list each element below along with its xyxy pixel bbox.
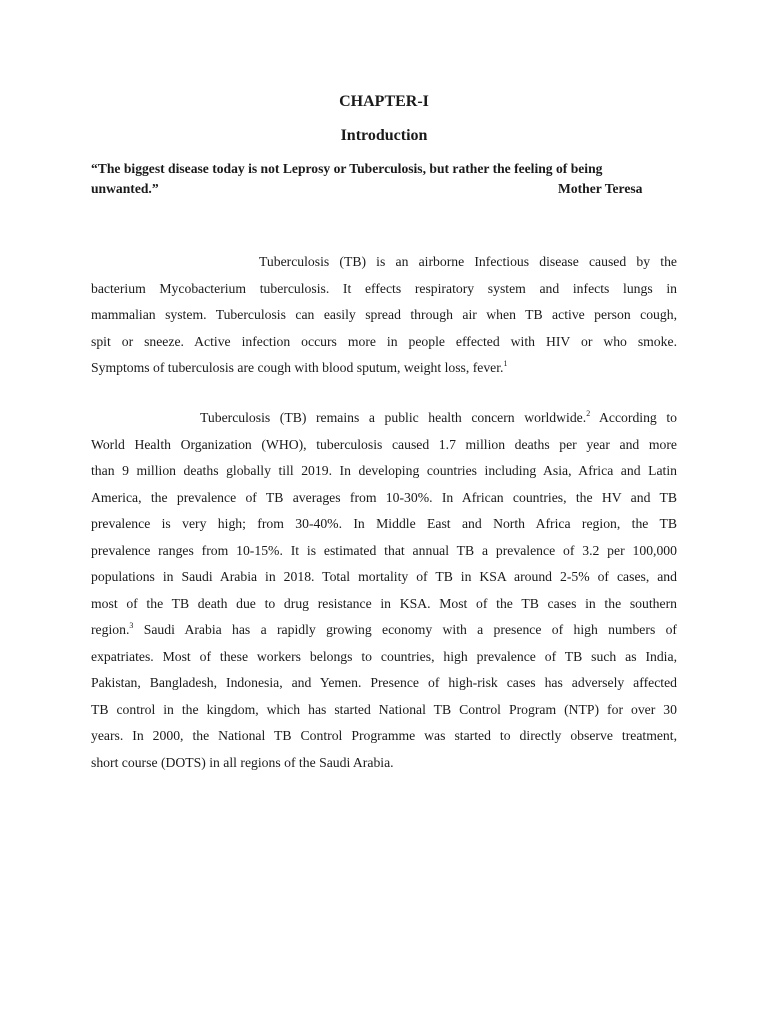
paragraph-line: mammalian system. Tuberculosis can easily spread through air when TB active person cough, [91, 307, 677, 322]
paragraph-line: America, the prevalence of TB averages from 10-30%. In African countries, the HV and TB [91, 489, 677, 505]
paragraph-line [91, 405, 677, 432]
quote-line-1: “The biggest disease today is not Leprosy or Tuberculosis, but rather the feeling of being [91, 161, 603, 176]
paragraph-line: prevalence ranges from 10-15%. It is estimated that annual TB a prevalence of 3.2 per 100,000 [91, 542, 677, 558]
paragraph-line: years. In 2000, the National TB Control Programme was started to directly observe treatment, [91, 728, 677, 743]
paragraph-line: expatriates. Most of these workers belongs to countries, high prevalence of TB such as India, [91, 648, 677, 664]
citation-ref: 2 [586, 409, 591, 418]
paragraph-line [91, 617, 677, 644]
paragraph-text: region. [91, 622, 130, 637]
paragraph-line: Pakistan, Bangladesh, Indonesia, and Yemen. Presence of high-risk cases has adversely affected [91, 675, 677, 690]
paragraph-1 [91, 249, 677, 382]
quote-author: Mother Teresa [558, 181, 643, 196]
paragraph-line: TB control in the kingdom, which has started National TB Control Program (NTP) for over 30 [91, 701, 677, 717]
paragraph-line: spit or sneeze. Active infection occurs more in people effected with HIV or who smoke. [91, 333, 677, 349]
chapter-heading: CHAPTER-I [339, 93, 429, 110]
quote-line-2: unwanted.” [91, 181, 159, 196]
paragraph-text: Tuberculosis (TB) remains a public health concern worldwide. [200, 410, 587, 425]
paragraph-line [91, 355, 677, 382]
paragraph-line: bacterium Mycobacterium tuberculosis. It effects respiratory system and infects lungs in [91, 280, 677, 296]
section-title: Introduction [340, 127, 428, 144]
paragraph-line: prevalence is very high; from 30-40%. In Middle East and North Africa region, the TB [91, 516, 677, 531]
paragraph-line: than 9 million deaths globally till 2019. In developing countries including Asia, Africa and Latin [91, 463, 677, 478]
paragraph-line: most of the TB death due to drug resistance in KSA. Most of the TB cases in the southern [91, 595, 677, 611]
paragraph-line: populations in Saudi Arabia in 2018. Total mortality of TB in KSA around 2-5% of cases, and [91, 569, 677, 584]
paragraph-text: Saudi Arabia has a rapidly growing economy with a presence of high numbers of [133, 622, 677, 637]
epigraph-quote [91, 159, 677, 199]
citation-ref: 1 [503, 359, 508, 368]
paragraph-line: Tuberculosis (TB) is an airborne Infectious disease caused by the [259, 254, 677, 269]
paragraph-text: According to [590, 410, 677, 425]
paragraph-2 [91, 405, 677, 776]
paragraph-line: World Health Organization (WHO), tuberculosis caused 1.7 million deaths per year and more [91, 436, 677, 452]
paragraph-line: short course (DOTS) in all regions of the Saudi Arabia. [91, 754, 394, 770]
paragraph-text: Symptoms of tuberculosis are cough with blood sputum, weight loss, fever. [91, 360, 504, 375]
citation-ref: 3 [129, 621, 134, 630]
